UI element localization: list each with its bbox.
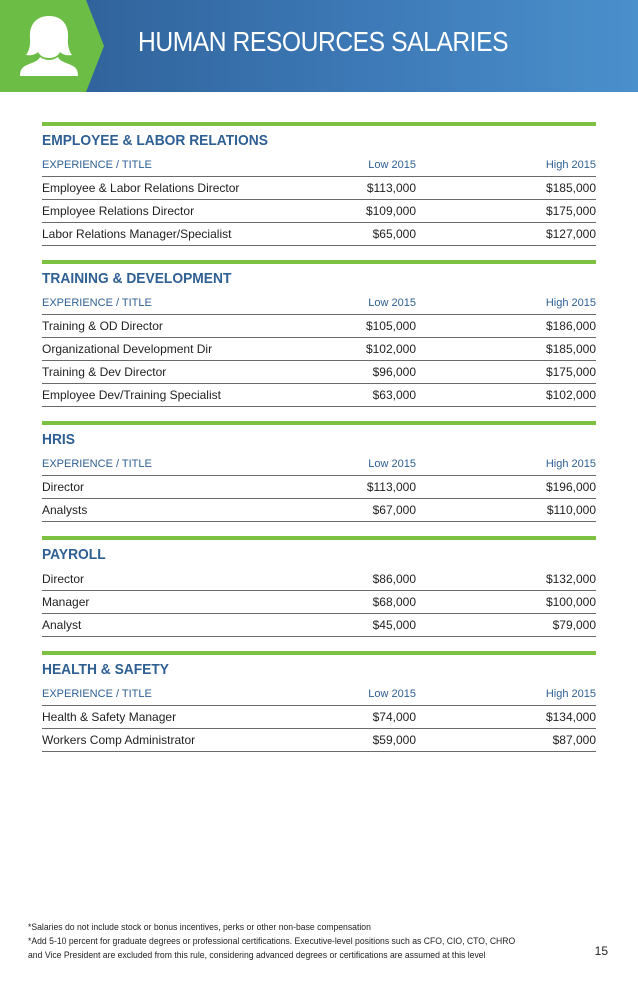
job-title-cell: Health & Safety Manager (42, 710, 177, 724)
section-title: EMPLOYEE & LABOR RELATIONS (42, 132, 268, 149)
section-spacer (42, 246, 596, 260)
high-salary-cell: $185,000 (545, 181, 596, 195)
salary-section (42, 536, 596, 651)
salary-section (42, 421, 596, 536)
salary-section (42, 651, 596, 752)
low-salary-cell: $65,000 (372, 227, 416, 241)
column-header-title: EXPERIENCE / TITLE (42, 297, 152, 309)
job-title-cell: Organizational Development Dir (42, 342, 213, 356)
column-header-high: High 2015 (545, 297, 596, 309)
high-salary-cell: $127,000 (545, 227, 596, 241)
high-salary-cell: $175,000 (545, 365, 596, 379)
job-title-cell: Workers Comp Administrator (42, 733, 196, 747)
low-salary-cell: $109,000 (365, 204, 416, 218)
high-salary-cell: $196,000 (545, 480, 596, 494)
low-salary-cell: $86,000 (372, 572, 416, 586)
job-title-cell: Labor Relations Manager/Specialist (42, 227, 232, 241)
table-row (42, 200, 596, 223)
low-salary-cell: $59,000 (372, 733, 416, 747)
column-header-row (42, 154, 596, 177)
table-row (42, 384, 596, 407)
table-row (42, 223, 596, 246)
section-spacer (42, 637, 596, 651)
column-header-row (42, 292, 596, 315)
page-title: HUMAN RESOURCES SALARIES (138, 26, 509, 57)
section-spacer (42, 407, 596, 421)
section-title: HEALTH & SAFETY (42, 661, 170, 678)
column-header-row (42, 683, 596, 706)
high-salary-cell: $132,000 (545, 572, 596, 586)
salary-section (42, 260, 596, 421)
salary-section (42, 122, 596, 260)
table-row (42, 315, 596, 338)
low-salary-cell: $113,000 (366, 480, 416, 494)
high-salary-cell: $87,000 (552, 733, 596, 747)
job-title-cell: Employee Dev/Training Specialist (42, 388, 221, 402)
table-row (42, 361, 596, 384)
high-salary-cell: $134,000 (545, 710, 596, 724)
salary-tables (42, 122, 596, 766)
job-title-cell: Analysts (42, 503, 88, 517)
column-header-high: High 2015 (545, 159, 596, 171)
column-header-title: EXPERIENCE / TITLE (42, 458, 152, 470)
table-row (42, 706, 596, 729)
column-header-high: High 2015 (545, 458, 596, 470)
footnote-1: *Salaries do not include stock or bonus incentives, perks or other non-base compensation (28, 922, 371, 932)
high-salary-cell: $102,000 (545, 388, 596, 402)
table-row (42, 177, 596, 200)
job-title-cell: Training & Dev Director (42, 365, 167, 379)
job-title-cell: Director (42, 572, 85, 586)
low-salary-cell: $68,000 (372, 595, 416, 609)
high-salary-cell: $110,000 (546, 503, 596, 517)
section-spacer (42, 522, 596, 536)
section-title: TRAINING & DEVELOPMENT (42, 270, 232, 287)
job-title-cell: Analyst (42, 618, 82, 632)
job-title-cell: Employee Relations Director (42, 204, 195, 218)
column-header-low: Low 2015 (368, 688, 416, 700)
table-row (42, 476, 596, 499)
low-salary-cell: $74,000 (372, 710, 416, 724)
footnotes (28, 920, 546, 962)
column-header-low: Low 2015 (368, 159, 416, 171)
column-header-low: Low 2015 (368, 297, 416, 309)
section-title: PAYROLL (42, 546, 106, 563)
job-title-cell: Employee & Labor Relations Director (42, 181, 240, 195)
low-salary-cell: $113,000 (366, 181, 416, 195)
column-header-row (42, 453, 596, 476)
column-header-title: EXPERIENCE / TITLE (42, 159, 152, 171)
table-row (42, 338, 596, 361)
high-salary-cell: $185,000 (545, 342, 596, 356)
table-row (42, 568, 596, 591)
high-salary-cell: $79,000 (552, 618, 596, 632)
low-salary-cell: $45,000 (372, 618, 416, 632)
header-icon-badge (0, 0, 104, 92)
page-number: 15 (594, 944, 608, 958)
job-title-cell: Training & OD Director (42, 319, 163, 333)
low-salary-cell: $102,000 (365, 342, 416, 356)
column-header-low: Low 2015 (368, 458, 416, 470)
page-header-banner (0, 0, 638, 92)
low-salary-cell: $105,000 (365, 319, 416, 333)
table-row (42, 729, 596, 752)
column-header-title: EXPERIENCE / TITLE (42, 688, 152, 700)
footnote-3: and Vice President are excluded from this rule, considering advanced degrees or certifications are assumed at this level (28, 950, 486, 960)
female-person-icon (14, 10, 84, 80)
table-row (42, 614, 596, 637)
table-row (42, 499, 596, 522)
high-salary-cell: $186,000 (545, 319, 596, 333)
low-salary-cell: $63,000 (372, 388, 416, 402)
low-salary-cell: $67,000 (372, 503, 416, 517)
column-header-high: High 2015 (545, 688, 596, 700)
section-title: HRIS (42, 431, 75, 448)
job-title-cell: Manager (42, 595, 90, 609)
high-salary-cell: $175,000 (545, 204, 596, 218)
table-row (42, 591, 596, 614)
footnote-2: *Add 5-10 percent for graduate degrees or professional certifications. Executive-level positions such as CFO, CIO, CTO, CHRO (28, 936, 516, 946)
low-salary-cell: $96,000 (372, 365, 416, 379)
job-title-cell: Director (42, 480, 85, 494)
high-salary-cell: $100,000 (545, 595, 596, 609)
